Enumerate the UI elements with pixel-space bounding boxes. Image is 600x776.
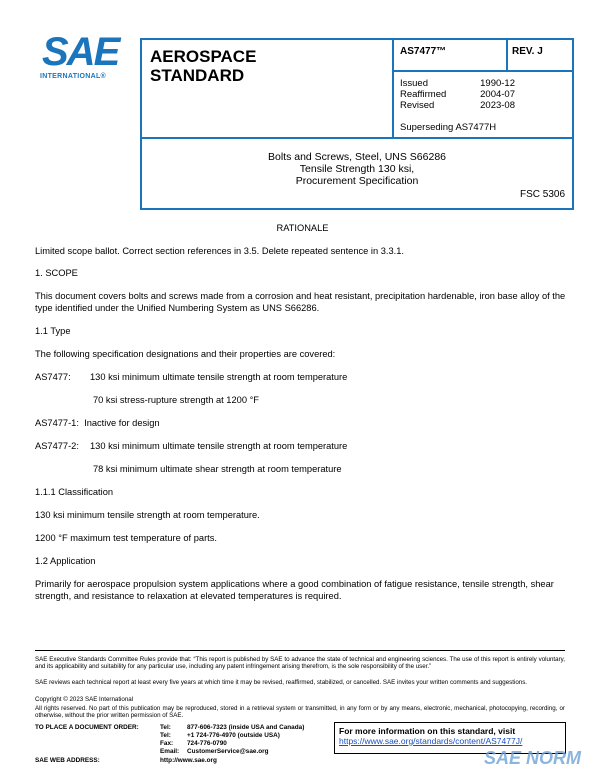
document-type-title: [150, 47, 380, 85]
footer-copyright: Copyright © 2023 SAE International: [35, 696, 134, 703]
designation-row: [35, 417, 570, 429]
sae-logo: SAE: [42, 30, 119, 74]
web-address-link[interactable]: http://www.sae.org: [160, 757, 217, 764]
contact-value: +1 724-776-4970 (outside USA): [187, 732, 280, 739]
rationale-heading: RATIONALE: [276, 223, 329, 233]
contact-value: 724-776-0790: [187, 740, 227, 747]
revision-label: REV. J: [512, 46, 543, 57]
contact-label: Fax:: [160, 740, 174, 747]
subject-line: Bolts and Screws, Steel, UNS S66286: [267, 151, 446, 163]
designation-property: 70 ksi stress-rupture strength at 1200 °F: [93, 395, 259, 405]
subject-line: Tensile Strength 130 ksi,: [299, 163, 415, 175]
title-line: AEROSPACE: [150, 47, 257, 66]
designation-row: [35, 371, 570, 383]
contact-row: [160, 724, 304, 732]
history-row: [400, 89, 515, 100]
title-line: STANDARD: [150, 66, 245, 85]
contact-value: 877-606-7323 (inside USA and Canada): [187, 724, 305, 731]
designation-property: 130 ksi minimum ultimate tensile strength at room temperature: [90, 441, 348, 451]
history-date: 2023-08: [480, 100, 515, 111]
footer-paragraph: SAE Executive Standards Committee Rules provide that: “This report is published by SAE to advance the state of technical and engineering sciences. The use of this report is entirely voluntary, and its applicability and suitability for any particular use, including any patent infringement arising therefrom, is the sole responsibility of the user.”: [35, 656, 565, 671]
history-row: [400, 100, 515, 111]
contact-list: [160, 724, 304, 756]
contact-row: [160, 740, 304, 748]
scope-heading: 1. SCOPE: [35, 268, 78, 278]
classification-heading: 1.1.1 Classification: [35, 487, 114, 497]
rationale-text: Limited scope ballot. Correct section references in 3.5. Delete repeated sentence in 3.3.1.: [35, 246, 404, 256]
divider: [392, 70, 574, 72]
footer-paragraph: SAE reviews each technical report at least every five years at which time it may be revised, reaffirmed, stabilized, or cancelled. SAE invites your written comments and suggestions.: [35, 679, 528, 686]
revision-history: [400, 78, 515, 111]
standard-link[interactable]: https://www.sae.org/standards/content/AS7477J/: [339, 736, 523, 746]
designation-code: AS7477-1:: [35, 418, 79, 428]
document-number: AS7477™: [400, 46, 447, 57]
sae-norm-watermark: [480, 744, 600, 774]
designation-code: AS7477:: [35, 372, 71, 382]
classification-text: 130 ksi minimum tensile strength at room temperature.: [35, 510, 260, 520]
contact-row: [160, 732, 304, 740]
type-heading: 1.1 Type: [35, 326, 71, 336]
history-label: Issued: [400, 78, 428, 89]
contact-label: Tel:: [160, 724, 171, 731]
designation-property: Inactive for design: [84, 418, 160, 428]
superseding-note: Superseding AS7477H: [400, 122, 497, 133]
history-label: Revised: [400, 100, 435, 111]
sae-logo-subtitle: INTERNATIONAL®: [40, 73, 107, 80]
contact-label: Email:: [160, 748, 180, 755]
subject-line: Procurement Specification: [295, 175, 419, 187]
divider: [140, 137, 574, 139]
email-link[interactable]: CustomerService@sae.org: [187, 748, 269, 755]
type-text: The following specification designations and their properties are covered:: [35, 349, 336, 359]
designation-property: 78 ksi minimum ultimate shear strength at room temperature: [93, 464, 342, 474]
order-label: TO PLACE A DOCUMENT ORDER:: [35, 724, 139, 731]
designation-property: 130 ksi minimum ultimate tensile strength at room temperature: [90, 372, 348, 382]
history-date: 1990-12: [480, 78, 515, 89]
watermark-text: SAE NORM: [484, 748, 582, 768]
footer-rule: [35, 650, 565, 651]
history-row: [400, 78, 515, 89]
footer-paragraph: All rights reserved. No part of this publication may be reproduced, stored in a retrieval system or transmitted, in any form or by any means, electronic, mechanical, photocopying, recording, or otherwise, without the prior written permission of SAE.: [35, 705, 565, 720]
divider: [506, 38, 508, 70]
web-address-label: SAE WEB ADDRESS:: [35, 757, 100, 764]
document-subject: [140, 151, 574, 187]
designation-row: [35, 440, 570, 452]
designation-code: AS7477-2:: [35, 441, 79, 451]
scope-text: This document covers bolts and screws made from a corrosion and heat resistant, precipitation hardenable, iron base alloy of the type identified under the Unified Numbering System as UNS S66286.: [35, 291, 566, 313]
fsc-code: FSC 5306: [520, 189, 566, 200]
contact-row: [160, 748, 304, 756]
application-text: Primarily for aerospace propulsion system applications where a good combination of fatigue resistance, tensile strength, shear strength, and resistance to relaxation at elevated temperatures is required.: [35, 579, 554, 601]
application-heading: 1.2 Application: [35, 556, 96, 566]
divider: [392, 38, 394, 138]
history-date: 2004-07: [480, 89, 515, 100]
history-label: Reaffirmed: [400, 89, 447, 100]
more-info-title: For more information on this standard, visit: [339, 726, 516, 736]
contact-label: Tel:: [160, 732, 171, 739]
classification-text: 1200 °F maximum test temperature of parts.: [35, 533, 217, 543]
